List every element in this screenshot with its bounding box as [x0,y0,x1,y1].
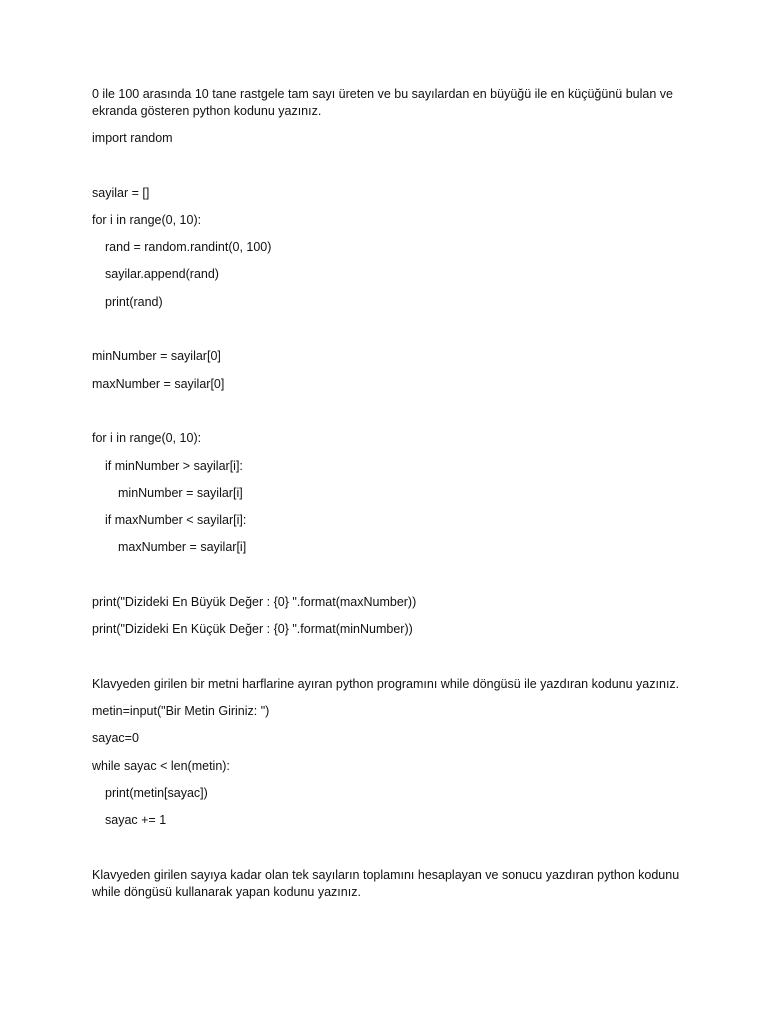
blank-line [92,157,684,174]
code-line: sayac=0 [92,731,139,746]
code-line: print(rand) [105,294,163,309]
code-line: while sayac < len(metin): [92,758,230,773]
question-1: 0 ile 100 arasında 10 tane rastgele tam sayı üreten ve bu sayılardan en büyüğü ile en küçüğünü bulan ve ekranda gösteren python kodunu yazınız. [92,87,673,118]
code-line: import random [92,131,173,145]
code-line: maxNumber = sayilar[0] [92,376,225,391]
code-line: maxNumber = sayilar[i] [118,540,247,555]
blank-line [92,839,684,856]
blank-line [92,321,684,338]
code-line: sayilar = [] [92,185,150,200]
code-line: print("Dizideki En Büyük Değer : {0} ".format(maxNumber)) [92,595,417,610]
code-line: minNumber = sayilar[i] [118,485,243,500]
code-line: rand = random.randint(0, 100) [105,240,272,255]
code-line: metin=input("Bir Metin Giriniz: ") [92,703,270,718]
code-line: print(metin[sayac]) [105,785,208,800]
blank-line [92,567,684,584]
code-line: if minNumber > sayilar[i]: [105,458,243,473]
code-line: sayilar.append(rand) [105,267,219,282]
code-line: print("Dizideki En Küçük Değer : {0} ".format(minNumber)) [92,622,413,637]
question-3: Klavyeden girilen sayıya kadar olan tek sayıların toplamını hesaplayan ve sonucu yazdıran python kodunu while döngüsü kullanarak yapan kodunu yazınız. [92,867,680,899]
code-line: minNumber = sayilar[0] [92,349,221,364]
code-line: if maxNumber < sayilar[i]: [105,513,247,528]
blank-line [92,649,684,666]
document-body [92,86,684,911]
question-2: Klavyeden girilen bir metni harflarine ayıran python programını while döngüsü ile yazdıran kodunu yazınız. [92,676,680,691]
blank-line [92,403,684,420]
code-line: sayac += 1 [105,813,167,828]
code-line: for i in range(0, 10): [92,431,202,446]
code-line: for i in range(0, 10): [92,212,202,227]
